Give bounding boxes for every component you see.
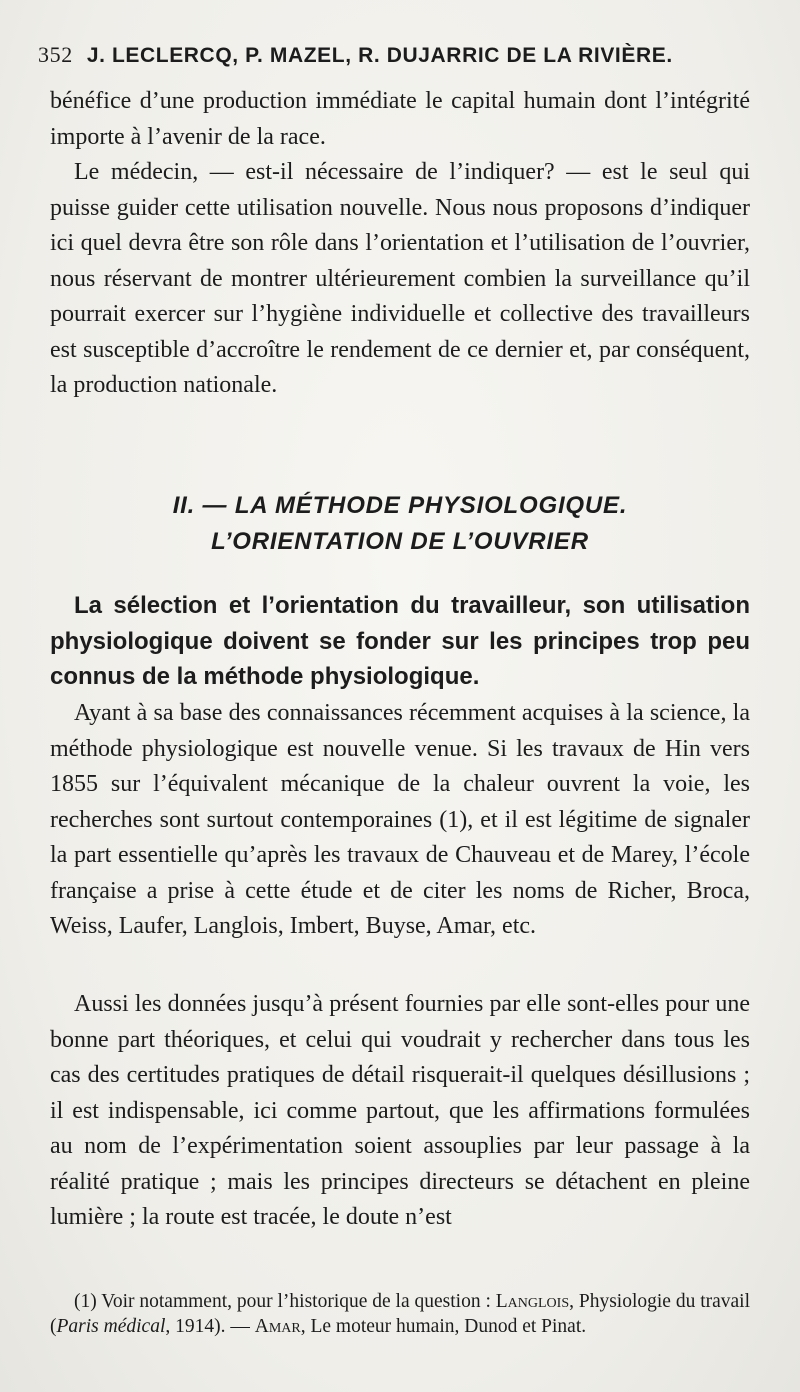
paragraph-physiological-method-text: Ayant à sa base des connaissances récemment acquises à la science, la méthode physiologique est nouvelle venue. Si les travaux de Hin vers 1855 sur l’équivalent mécanique de la chaleur ouvrent la voie, les recherches sont surtout contemporaines (1), et il est légitime de signaler la part essentielle qu’après les travaux de Chauveau et de Marey, l’école française a prise à cette étude et de citer les noms de Richer, Broca, Weiss, Laufer, Langlois, Imbert, Buyse, Amar, etc. <box>50 700 750 939</box>
footnote-marker: (1) <box>74 1291 97 1312</box>
paragraph-physiological-method <box>50 696 750 945</box>
footnote-text: , 1914). — <box>165 1316 250 1337</box>
footnote-text: Voir notamment, pour l’historique de la question : <box>101 1291 491 1312</box>
header-authors: J. LECLERCQ, P. MAZEL, R. DUJARRIC DE LA RIVIÈRE. <box>86 44 673 67</box>
footnote-author-langlois: Langlois <box>495 1291 570 1312</box>
running-header <box>38 42 758 68</box>
footnote-source-title: Paris médical <box>56 1316 166 1337</box>
paragraph-role-of-physician <box>50 155 750 404</box>
footnote <box>50 1289 750 1339</box>
page-number: 352 <box>38 42 73 67</box>
footnote-author-amar: Amar <box>254 1316 301 1337</box>
paragraph-data-theoretical <box>50 987 750 1236</box>
paragraph-continued: bénéfice d’une production immédiate le capital humain dont l’intégrité importe à l’avenir de la race. <box>50 88 750 150</box>
paragraph-data-theoretical-text: Aussi les données jusqu’à présent fournies par elle sont-elles pour une bonne part théoriques, et celui qui voudrait y rechercher dans tous les cas des certitudes pratiques de détail risquerait-il quelques désillusions ; il est indispensable, ici comme partout, que les affirmations formulées au nom de l’expérimentation soient assouplies par leur passage à la réalité pratique ; mais les principes directeurs se détachent en pleine lumière ; la route est tracée, le doute n’est <box>50 991 750 1230</box>
footnote-text: , Le moteur humain, Dunod et Pinat. <box>300 1316 587 1337</box>
lead-paragraph-text: La sélection et l’orientation du travailleur, son utilisation physiologique doivent se fonder sur les principes trop peu connus de la méthode physiologique. <box>50 592 750 690</box>
lead-paragraph <box>50 588 750 695</box>
section-heading <box>50 488 750 560</box>
section-heading-line1: II. — LA MÉTHODE PHYSIOLOGIQUE. <box>172 492 628 519</box>
footnote-text: , Physiologie du travail ( <box>50 1291 751 1337</box>
section-heading-line2: L’ORIENTATION DE L’OUVRIER <box>211 528 589 555</box>
paragraph-role-of-physician-text: Le médecin, — est-il nécessaire de l’indiquer? — est le seul qui puisse guider cette utilisation nouvelle. Nous nous proposons d’indiquer ici quel devra être son rôle dans l’orientation et l’utilisation de l’ouvrier, nous réservant de montrer ultérieurement combien la surveillance qu’il pourrait exercer sur l’hygiène individuelle et collective des travailleurs est susceptible d’accroître le rendement de ce dernier et, par conséquent, la production nationale. <box>50 159 750 398</box>
